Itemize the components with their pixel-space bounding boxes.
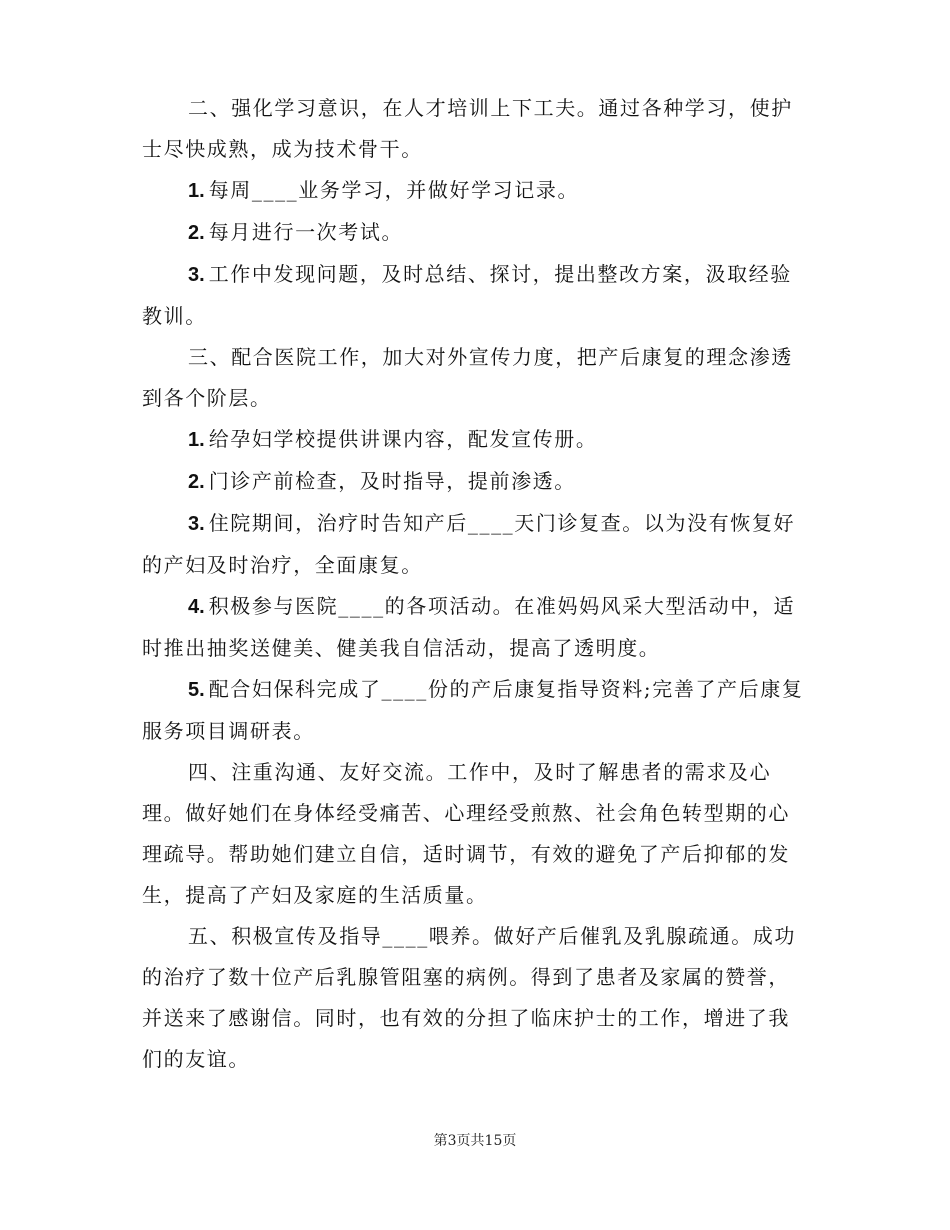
list-item-text: 积极参与医院____的各项活动。在准妈妈风采大型活动中，适时推出抽奖送健美、健美我自信活动，提高了透明度。 <box>142 594 796 660</box>
list-number: 4. <box>188 596 205 618</box>
list-item-text: 工作中发现问题，及时总结、探讨，提出整改方案，汲取经验教训。 <box>142 262 792 328</box>
paragraph-section-4 <box>142 752 807 916</box>
list-item-text: 配合妇保科完成了____份的产后康复指导资料;完善了产后康复服务项目调研表。 <box>142 677 804 743</box>
list-number: 1. <box>188 180 205 202</box>
paragraph-text: 四、注重沟通、友好交流。工作中，及时了解患者的需求及心理。做好她们在身体经受痛苦、心理经受煎熬、社会角色转型期的心理疏导。帮助她们建立自信，适时调节，有效的避免了产后抑郁的发生，提高了产妇及家庭的生活质量。 <box>142 760 790 907</box>
paragraph-text: 二、强化学习意识，在人才培训上下工夫。通过各种学习，使护士尽快成熟，成为技术骨干。 <box>142 96 793 161</box>
list-number: 3. <box>188 513 205 535</box>
list-item-text: 门诊产前检查，及时指导，提前渗透。 <box>208 469 576 493</box>
list-item <box>142 170 807 212</box>
list-item-text: 每月进行一次考试。 <box>208 220 404 244</box>
page-number-footer: 第3页共15页 <box>433 1133 517 1149</box>
list-number: 2. <box>188 222 205 244</box>
list-number: 1. <box>188 429 205 451</box>
list-number: 5. <box>188 679 205 701</box>
document-body <box>142 88 807 1080</box>
paragraph-text: 三、配合医院工作，加大对外宣传力度，把产后康复的理念渗透到各个阶层。 <box>142 345 793 410</box>
list-item <box>142 586 807 669</box>
list-item <box>142 254 807 337</box>
paragraph-section-3 <box>142 337 807 419</box>
paragraph-section-5 <box>142 916 807 1080</box>
list-item-text: 给孕妇学校提供讲课内容，配发宣传册。 <box>208 427 598 451</box>
list-number: 2. <box>188 471 205 493</box>
list-item <box>142 503 807 586</box>
list-item <box>142 419 807 461</box>
list-item <box>142 461 807 503</box>
paragraph-section-2 <box>142 88 807 170</box>
paragraph-text: 五、积极宣传及指导____喂养。做好产后催乳及乳腺疏通。成功的治疗了数十位产后乳腺管阻塞的病例。得到了患者及家属的赞誉，并送来了感谢信。同时，也有效的分担了临床护士的工作，增进了我们的友谊。 <box>142 924 796 1071</box>
list-item-text: 每周____业务学习，并做好学习记录。 <box>208 178 580 202</box>
list-item-text: 住院期间，治疗时告知产后____天门诊复查。以为没有恢复好的产妇及时治疗，全面康复。 <box>142 511 796 577</box>
list-item <box>142 669 807 752</box>
list-number: 3. <box>188 264 205 286</box>
list-item <box>142 212 807 254</box>
